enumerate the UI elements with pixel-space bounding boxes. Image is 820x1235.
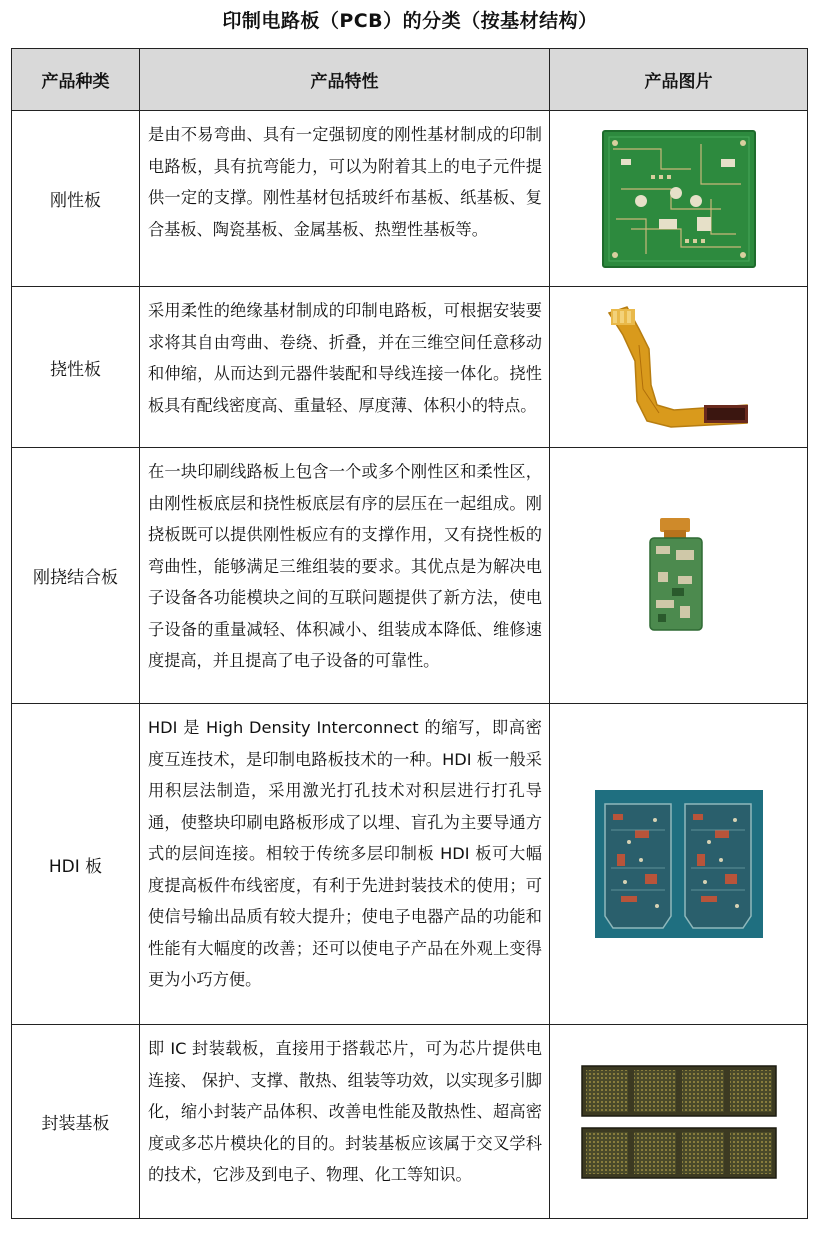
header-product-features: 产品特性 [140,49,550,111]
row-description: 是由不易弯曲、具有一定强韧度的刚性基材制成的印制电路板，具有抗弯能力，可以为附着其上的电子元件提供一定的支撑。刚性基材包括玻纤布基板、纸基板、复合基板、陶瓷基板、金属基板、热塑性基板等。 [140,111,550,287]
table-row [12,287,808,448]
row-type: 刚性板 [12,111,140,287]
header-product-image: 产品图片 [550,49,808,111]
row-type: 封装基板 [12,1025,140,1219]
row-description: 即 IC 封装载板，直接用于搭载芯片，可为芯片提供电连接、 保护、支撑、散热、组装等功效，以实现多引脚化，缩小封装产品体积、改善电性能及散热性、超高密度或多芯片模块化的目的。封装基板应该属于交叉学科的技术，它涉及到电子、物理、化工等知识。 [140,1025,550,1219]
table-row [12,704,808,1025]
table-row [12,1025,808,1219]
row-image [550,704,808,1025]
hdi-pcb-image [595,790,763,938]
rigid-flex-pcb-image [644,516,714,636]
row-type: HDI 板 [12,704,140,1025]
rigid-pcb-board-image [601,129,757,269]
page-title: 印制电路板（PCB）的分类（按基材结构） [222,10,598,32]
row-description: 采用柔性的绝缘基材制成的印制电路板，可根据安装要求将其自由弯曲、卷绕、折叠，并在三维空间任意移动和伸缩，从而达到元器件装配和导线连接一体化。挠性板具有配线密度高、重量轻、厚度薄、体积小的特点。 [140,287,550,448]
table-header-row [12,49,808,111]
flex-pcb-image [599,305,759,430]
row-type: 刚挠结合板 [12,448,140,704]
pcb-classification-table [11,48,808,1219]
row-image [550,448,808,704]
row-description: HDI 是 High Density Interconnect 的缩写，即高密度互连技术，是印制电路板技术的一种。HDI 板一般采用积层法制造，采用激光打孔技术对积层进行打孔导通，使整块印刷电路板形成了以埋、盲孔为主要导通方式的层间连接。相较于传统多层印制板 HDI 板可大幅度提高板件布线密度，有利于先进封装技术的使用；可使信号输出品质有较大提升；使电子电器产品的功能和性能有大幅度的改善；还可以使电子产品在外观上变得更为小巧方便。 [140,704,550,1025]
row-image [550,1025,808,1219]
row-description: 在一块印刷线路板上包含一个或多个刚性区和柔性区，由刚性板底层和挠性板底层有序的层压在一起组成。刚挠板既可以提供刚性板应有的支撑作用，又有挠性板的弯曲性，能够满足三维组装的要求。其优点是为解决电子设备各功能模块之间的互联问题提供了新方法，使电子设备的重量减轻、体积减小、组装成本降低、维修速度提高，并且提高了电子设备的可靠性。 [140,448,550,704]
row-type: 挠性板 [12,287,140,448]
row-image [550,111,808,287]
table-row [12,448,808,704]
table-row [12,111,808,287]
header-product-type: 产品种类 [12,49,140,111]
package-substrate-image [580,1064,778,1180]
row-image [550,287,808,448]
